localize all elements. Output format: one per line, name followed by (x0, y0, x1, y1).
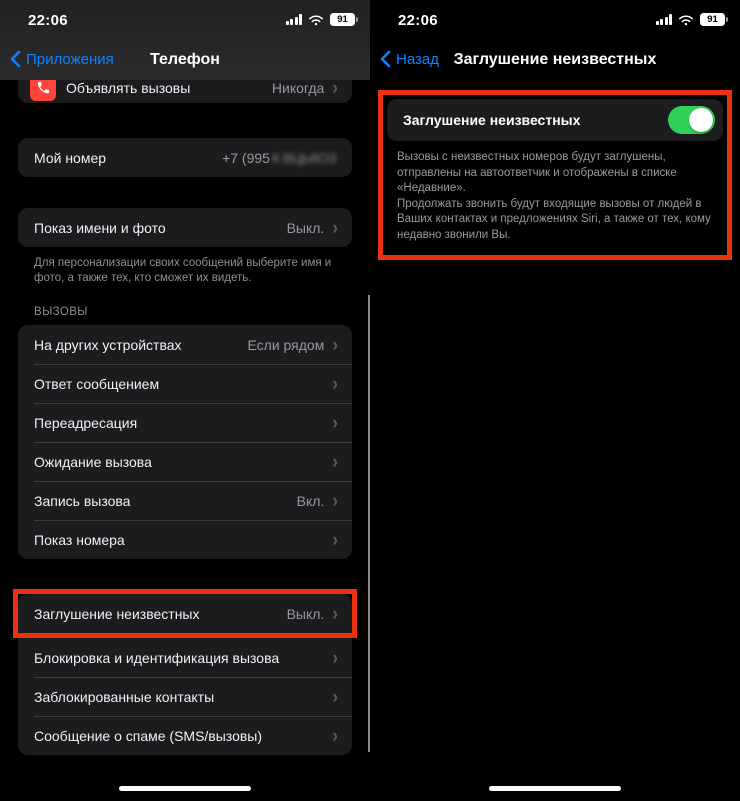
cellular-signal-icon (286, 14, 303, 25)
row-label: Блокировка и идентификация вызова (34, 649, 280, 666)
row-label: Показ номера (34, 531, 125, 548)
row-value: Вкл. (296, 492, 325, 509)
row-show-my-caller-id[interactable] (18, 520, 352, 559)
row-value: Выкл. (286, 605, 325, 622)
home-indicator[interactable] (489, 786, 621, 791)
silence-unknown-toggle-label: Заглушение неизвестных (403, 112, 581, 128)
row-label: Ответ сообщением (34, 375, 160, 392)
chevron-right-icon: › (332, 528, 338, 551)
announce-calls-row[interactable] (18, 80, 352, 103)
share-name-photo-label: Показ имени и фото (34, 219, 166, 236)
my-number-value-redacted: К ВЦЬ6ОЗ (271, 149, 336, 166)
chevron-right-icon: › (332, 216, 338, 239)
phone-silence-unknown-screen (370, 0, 740, 801)
row-call-blocking-identification[interactable] (18, 638, 352, 677)
page-title: Телефон (150, 51, 220, 68)
chevron-right-icon: › (332, 646, 338, 669)
wifi-icon (678, 14, 694, 26)
screenshot-divider-line (368, 295, 370, 752)
row-call-forwarding[interactable] (18, 403, 352, 442)
page-title: Заглушение неизвестных (453, 51, 657, 68)
my-number-row[interactable] (18, 138, 352, 177)
row-label: Заглушение неизвестных (34, 605, 200, 622)
announce-calls-label: Объявлять вызовы (66, 80, 191, 96)
chevron-right-icon: › (332, 724, 338, 747)
row-call-recording[interactable] (18, 481, 352, 520)
row-value: Если рядом (247, 336, 325, 353)
share-name-photo-value: Выкл. (286, 219, 325, 236)
share-name-photo-footer: Для персонализации своих сообщений выберите имя и фото, а также тех, кто сможет их видеть. (34, 257, 332, 284)
row-call-waiting[interactable] (18, 442, 352, 481)
my-number-card (18, 138, 352, 177)
silence-unknown-toggle-switch[interactable] (668, 106, 715, 134)
silence-unknown-description (387, 141, 723, 243)
battery-percent-text: 91 (337, 14, 348, 25)
row-label: Заблокированные контакты (34, 688, 215, 705)
row-label: Ожидание вызова (34, 453, 152, 470)
chevron-right-icon: › (332, 372, 338, 395)
announce-calls-value: Никогда (271, 80, 325, 96)
home-indicator[interactable] (119, 786, 251, 791)
chevron-right-icon: › (332, 489, 338, 512)
chevron-right-icon: › (332, 333, 338, 356)
back-button-label: Назад (396, 50, 439, 68)
description-paragraph-2: Продолжать звонить будут входящие вызовы от людей в Ваших контактах и предложениях Siri, а также от тех, кому недавно звонили Вы. (397, 197, 711, 241)
back-button-label: Приложения (26, 50, 114, 68)
row-respond-with-text[interactable] (18, 364, 352, 403)
row-label: Запись вызова (34, 492, 131, 509)
wifi-icon (308, 14, 324, 26)
calls-settings-card (18, 325, 352, 559)
description-paragraph-1: Вызовы с неизвестных номеров будут заглушены, отправлены на автоответчик и отображены в списке «Недавние». (397, 151, 677, 194)
chevron-right-icon: › (332, 685, 338, 708)
share-name-photo-row[interactable] (18, 208, 352, 247)
right-status-bar (370, 0, 740, 44)
chevron-right-icon: › (332, 411, 338, 434)
section-header-calls: ВЫЗОВЫ (34, 306, 88, 318)
my-number-value: +7 (995 (222, 149, 270, 166)
battery-icon (700, 13, 725, 26)
left-nav-bar (0, 0, 370, 80)
row-label: Переадресация (34, 414, 138, 431)
battery-percent-text: 91 (707, 14, 718, 25)
chevron-right-icon: › (332, 80, 338, 99)
right-nav-bar (370, 0, 740, 80)
row-blocked-contacts[interactable] (18, 677, 352, 716)
row-silence-unknown-callers[interactable] (18, 594, 352, 633)
battery-icon (330, 13, 355, 26)
highlight-box-silence-unknown-detail (378, 90, 732, 260)
row-label: Сообщение о спаме (SMS/вызовы) (34, 727, 263, 744)
row-spam-report[interactable] (18, 716, 352, 755)
row-on-other-devices[interactable] (18, 325, 352, 364)
silence-unknown-toggle-row[interactable] (387, 99, 723, 141)
phone-announce-icon (30, 80, 56, 101)
row-label: На других устройствах (34, 336, 182, 353)
clock-text: 22:06 (398, 12, 438, 29)
blocking-settings-card (18, 638, 352, 755)
clock-text: 22:06 (28, 12, 68, 29)
cellular-signal-icon (656, 14, 673, 25)
my-number-label: Мой номер (34, 149, 107, 166)
left-status-bar (0, 0, 370, 44)
toggle-knob (689, 108, 713, 132)
chevron-right-icon: › (332, 450, 338, 473)
share-name-photo-card (18, 208, 352, 247)
chevron-right-icon: › (332, 602, 338, 625)
highlight-box-silence-unknown (13, 589, 357, 638)
